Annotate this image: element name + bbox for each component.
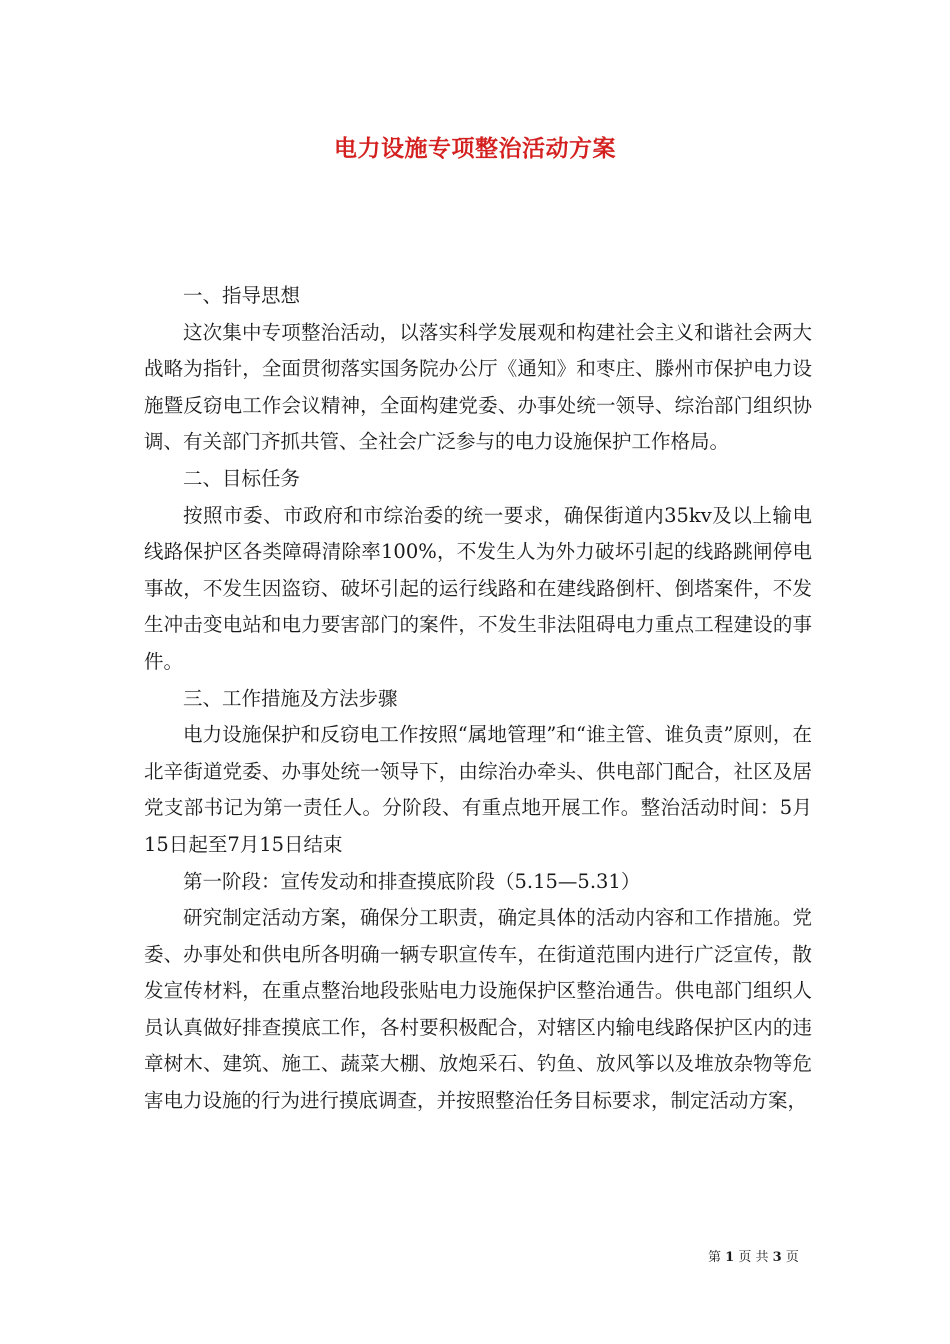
paragraph-phase-one: 研究制定活动方案，确保分工职责，确定具体的活动内容和工作措施。党委、办事处和供电所各明确一辆专职宣传车，在街道范围内进行广泛宣传，散发宣传材料，在重点整治地段张贴电力设施保护区整治通告。供电部门组织人员认真做好排查摸底工作，各村要积极配合，对辖区内输电线路保护区内的违章树木、建筑、施工、蔬菜大棚、放炮采石、钓鱼、放风筝以及堆放杂物等危害电力设施的行为进行摸底调查，并按照整治任务目标要求，制定活动方案， bbox=[144, 906, 812, 1113]
page-number bbox=[708, 1246, 799, 1265]
heading-goals: 二、目标任务 bbox=[183, 466, 301, 490]
paragraph-goals: 按照市委、市政府和市综治委的统一要求，确保街道内35kv及以上输电线路保护区各类障碍清除率100%，不发生人为外力破坏引起的线路跳闸停电事故，不发生因盗窃、破坏引起的运行线路和在建线路倒杆、倒塔案件，不发生冲击变电站和电力要害部门的案件，不发生非法阻碍电力重点工程建设的事件。 bbox=[144, 503, 812, 673]
total-pages: 3 bbox=[772, 1250, 782, 1265]
paragraph-guiding-thought: 这次集中专项整治活动，以落实科学发展观和构建社会主义和谐社会两大战略为指针，全面贯彻落实国务院办公厅《通知》和枣庄、滕州市保护电力设施暨反窃电工作会议精神，全面构建党委、办事处统一领导、综治部门组织协调、有关部门齐抓共管、全社会广泛参与的电力设施保护工作格局。 bbox=[144, 320, 812, 454]
current-page: 1 bbox=[725, 1250, 735, 1265]
heading-guiding-thought: 一、指导思想 bbox=[183, 284, 301, 307]
heading-phase-one: 第一阶段：宣传发动和排查摸底阶段（5.15—5.31） bbox=[183, 869, 641, 893]
page-middle: 页 共 bbox=[738, 1250, 769, 1265]
paragraph-measures: 电力设施保护和反窃电工作按照“属地管理”和“谁主管、谁负责”原则，在北辛街道党委、办事处统一领导下，由综治办牵头、供电部门配合，社区及居党支部书记为第一责任人。分阶段、有重点地开展工作。整治活动时间：5月15日起至7月15日结束 bbox=[144, 723, 812, 856]
page-prefix: 第 bbox=[708, 1250, 722, 1265]
document-body bbox=[144, 278, 812, 1120]
page-suffix: 页 bbox=[785, 1250, 799, 1265]
heading-measures: 三、工作措施及方法步骤 bbox=[183, 686, 398, 710]
document-title: 电力设施专项整治活动方案 bbox=[334, 135, 616, 162]
